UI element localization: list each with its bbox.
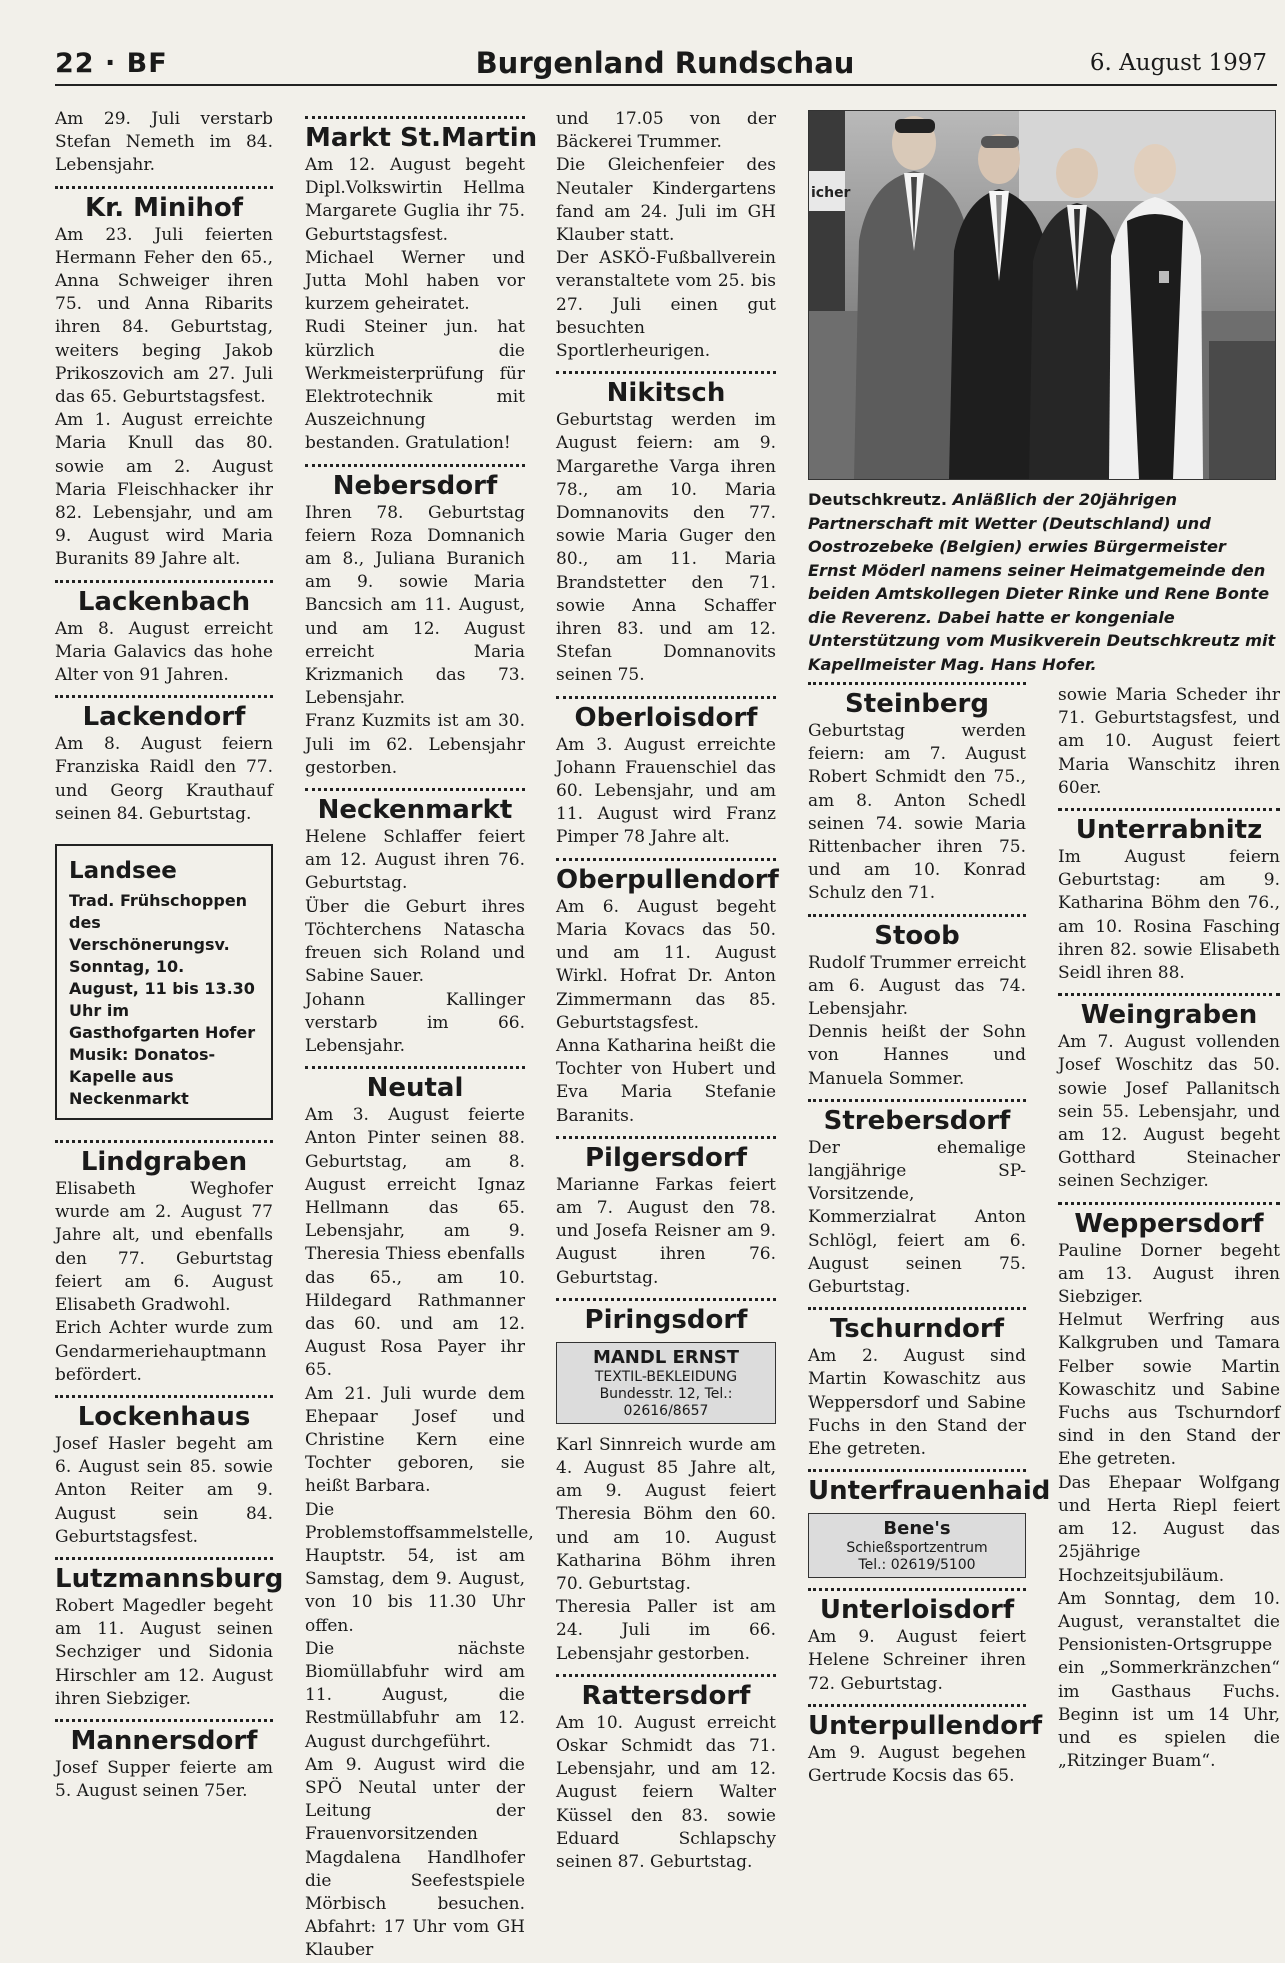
- section-divider: [55, 1140, 273, 1143]
- section-heading: Weppersdorf: [1074, 1208, 1264, 1239]
- section-lackendorf: [55, 695, 273, 826]
- section-heading: Oberpullendorf: [556, 864, 779, 895]
- paragraph: Karl Sinnreich wurde am 4. August 85 Jahre alt, am 9. August feiert Theresia Böhm den 60. und am 10. August Katharina Böhm ihren 70. Geburtstag.: [556, 1434, 776, 1594]
- paragraph: sowie Maria Scheder ihr 71. Geburtstagsfest, und am 10. August feiert Maria Wanschitz ihren 60er.: [1058, 685, 1280, 798]
- ad-name: Bene's: [883, 1518, 951, 1540]
- section-piringsdorf: [556, 1298, 776, 1666]
- section-divider: [808, 1099, 1026, 1102]
- column-4: [808, 674, 1051, 1788]
- paragraph: Erich Achter wurde zum Gendarmeriehauptmann befördert.: [55, 1318, 273, 1385]
- section-pilgersdorf: [556, 1136, 776, 1290]
- section-divider: [808, 914, 1026, 917]
- column-2: [305, 108, 538, 1963]
- paragraph: Dennis heißt der Sohn von Hannes und Manuela Sommer.: [808, 1022, 1026, 1089]
- paragraph: Rudolf Trummer erreicht am 6. August das 74. Lebensjahr.: [808, 952, 1026, 1020]
- section-neutal: [305, 1066, 534, 1963]
- paragraph: Robert Magedler begeht am 11. August seinen Sechziger und Sidonia Hirschler am 12. August ihren Siebziger.: [55, 1595, 273, 1709]
- paragraph: Die Problemstoffsammelstelle, Hauptstr. 54, ist am Samstag, dem 9. August, von 10 bis 11.30 Uhr offen.: [305, 1499, 534, 1636]
- section-divider: [55, 1395, 273, 1398]
- section-lindgraben: [55, 1140, 273, 1387]
- section-mannersdorf: [55, 1719, 273, 1803]
- ad-line-2: Bundesstr. 12, Tel.: 02616/8657: [599, 1385, 733, 1419]
- paragraph: Johann Kallinger verstarb im 66. Lebensjahr.: [305, 989, 525, 1056]
- section-divider: [556, 858, 776, 861]
- section-divider: [55, 695, 273, 698]
- caption-text: Anläßlich der 20jährigen Partnerschaft mit Wetter (Deutschland) und Oostrozebeke (Belgien) erwies Bürgermeister Ernst Möderl namens seiner Heimatgemeinde den beiden Amtskollegen Dieter Rinke und Rene Bonte die Reverenz. Dabei hatte er kongeniale Unterstützung vom Musikverein Deutschkreutz mit Kapellmeister Mag. Hans Hofer.: [808, 490, 1276, 674]
- paragraph: Rudi Steiner jun. hat kürzlich die Werkmeisterprüfung für Elektrotechnik mit Auszeichnung bestanden. Gratulation!: [305, 317, 525, 454]
- paragraph: Geburtstag werden feiern: am 7. August Robert Schmidt den 75., am 8. Anton Schedl seinen 74. sowie Maria Rittenbacher ihren 75. und am 10. Konrad Schulz den 71.: [808, 721, 1026, 904]
- paragraph: Pauline Dorner begeht am 13. August ihren Siebziger.: [1058, 1240, 1280, 1308]
- section-weppersdorf: [1058, 1202, 1280, 1774]
- page-header: [55, 44, 1275, 84]
- paragraph: Am 29. Juli verstarb Stefan Nemeth im 84. Lebensjahr.: [55, 109, 273, 176]
- section-heading: Lackenbach: [77, 586, 251, 617]
- section-heading: Unterloisdorf: [819, 1595, 1015, 1626]
- group-photo: [808, 110, 1276, 480]
- paragraph: Das Ehepaar Wolfgang und Herta Riepl feiert am 12. August das 25jährige Hochzeitsjubiläum.: [1058, 1472, 1280, 1586]
- section-oberpullendorf: [556, 858, 779, 1128]
- paragraph: Elisabeth Weghofer wurde am 2. August 77 Jahre alt, und ebenfalls den 77. Geburtstag feiert am 6. August Elisabeth Gradwohl.: [55, 1179, 273, 1316]
- paragraph: Josef Hasler begeht am 6. August sein 85. sowie Anton Reiter am 9. August sein 84. Geburtstagsfest.: [55, 1433, 273, 1547]
- section-kr-minihof: [55, 186, 273, 572]
- section-divider: [1058, 1202, 1280, 1205]
- paragraph: Am 12. August begeht Dipl.Volkswirtin Hellma Margarete Guglia ihr 75. Geburtstagsfest.: [305, 155, 525, 245]
- paragraph: Franz Kuzmits ist am 30. Juli im 62. Lebensjahr gestorben.: [305, 711, 525, 778]
- paragraph: Der ASKÖ-Fußballverein veranstaltete vom 25. bis 27. Juli einen gut besuchten Sportlerheurigen.: [556, 248, 776, 362]
- paragraph: Der ehemalige langjährige SP-Vorsitzende, Kommerzialrat Anton Schlögl, feiert am 6. August seinen 75. Geburtstag.: [808, 1137, 1026, 1298]
- section-divider: [808, 1469, 1026, 1472]
- section-heading: Lackendorf: [82, 702, 246, 733]
- event-box-line: Sonntag, 10. August, 11 bis 13.30 Uhr im Gasthofgarten Hofer: [69, 957, 256, 1043]
- section-nikitsch: [556, 371, 776, 687]
- paragraph: Am 8. August erreicht Maria Galavics das hohe Alter von 91 Jahren.: [55, 618, 273, 686]
- paragraph: Geburtstag werden im August feiern: am 9. Margarethe Varga ihren 78., am 10. Maria Domnanovits den 77. sowie Maria Guger den 80., am 11. Maria Brandstetter den 71. sowie Anna Schaffer ihren 83. und am 12. Stefan Domnanovits seinen 75.: [556, 410, 776, 686]
- ad-line-1: Schießsportzentrum: [846, 1540, 988, 1557]
- paragraph: Helene Schlaffer feiert am 12. August ihren 76. Geburtstag.: [305, 827, 525, 894]
- header-rule: [55, 84, 1277, 86]
- section-heading: Unterfrauenhaid: [808, 1476, 1051, 1507]
- section-heading: Lutzmannsburg: [55, 1563, 284, 1594]
- event-box-title: Landsee: [69, 858, 177, 885]
- section-heading: Steinberg: [845, 689, 989, 719]
- section-heading: Unterpullendorf: [808, 1710, 1043, 1741]
- section-heading: Kr. Minihof: [84, 192, 244, 223]
- section-divider: [55, 580, 273, 583]
- section-heading: Neckenmarkt: [317, 795, 513, 826]
- section-markt-st-martin: [305, 116, 538, 456]
- section-heading: Neutal: [366, 1073, 464, 1104]
- photo-illustration: [809, 111, 1275, 479]
- section-heading: Weingraben: [1080, 1000, 1258, 1031]
- paragraph: Am 7. August vollenden Josef Woschitz das 50. sowie Josef Pallanitsch sein 55. Lebensjahr, und am 12. August begeht Gotthard Steinacher seinen Sechziger.: [1058, 1032, 1280, 1192]
- section-strebersdorf: [808, 1099, 1026, 1299]
- section-steinberg: [808, 682, 1026, 906]
- section-heading: Piringsdorf: [584, 1304, 748, 1335]
- paragraph: Marianne Farkas feiert am 7. August den 78. und Josefa Reisner am 9. August ihren 76. Geburtstag.: [556, 1174, 776, 1288]
- ad-name: MANDL ERNST: [592, 1346, 740, 1368]
- section-weingraben: [1058, 993, 1280, 1193]
- paragraph: und 17.05 von der Bäckerei Trummer.: [556, 109, 776, 153]
- paragraph: Am Sonntag, dem 10. August, veranstaltet die Pensionisten-Ortsgruppe ein „Sommerkränzchen“ im Gasthaus Fuchs. Beginn ist um 14 Uhr, und es spielen die „Ritzinger Buam“.: [1058, 1588, 1280, 1772]
- section-divider: [808, 1704, 1026, 1707]
- paragraph: Im August feiern Geburtstag: am 9. Katharina Böhm den 76., am 10. Rosina Fasching ihren 82. sowie Elisabeth Seidl ihren 88.: [1058, 847, 1280, 984]
- section-divider: [556, 1674, 776, 1677]
- page-number: 22 · BF: [55, 48, 168, 79]
- paragraph: Am 9. August feiert Helene Schreiner ihren 72. Geburtstag.: [808, 1627, 1026, 1694]
- section-continued: [55, 108, 273, 178]
- section-divider: [55, 1557, 273, 1560]
- section-divider: [556, 371, 776, 374]
- section-heading: Lockenhaus: [77, 1401, 251, 1432]
- section-neckenmarkt: [305, 788, 525, 1058]
- section-divider: [1058, 808, 1280, 811]
- section-rattersdorf: [556, 1674, 776, 1874]
- section-divider: [305, 1066, 525, 1069]
- section-tschurndorf: [808, 1307, 1026, 1461]
- section-heading: Nebersdorf: [332, 470, 498, 501]
- section-divider: [556, 696, 776, 699]
- paragraph: Am 23. Juli feierten Hermann Feher den 65., Anna Schweiger ihren 75. und Anna Ribarits ihren 84. Geburtstag, weiters beging Jakob Prikoszovich am 27. Juli das 65. Geburtstagsfest.: [55, 224, 273, 408]
- section-unterfrauenhaid: [808, 1469, 1051, 1578]
- event-box-line: Trad. Frühschoppen des Verschönerungsv.: [69, 891, 248, 955]
- section-nebersdorf: [305, 464, 525, 780]
- paragraph: Ihren 78. Geburtstag feiern Roza Domnanich am 8., Juliana Buranich am 9. sowie Maria Bancsich am 11. August, und am 12. August erreicht Maria Krizmanich das 73. Lebensjahr.: [305, 502, 525, 709]
- paragraph: Am 3. August feierte Anton Pinter seinen 88. Geburtstag, am 8. August erreicht Ignaz Hellmann das 65. Lebensjahr, am 9. Theresia Thiess ebenfalls das 65., am 10. Hildegard Rathmanner das 60. und am 12. August Rosa Payer ihr 65.: [305, 1105, 525, 1381]
- section-divider: [55, 1719, 273, 1722]
- section-heading: Stoob: [874, 920, 960, 951]
- section-heading: Lindgraben: [80, 1147, 248, 1178]
- ad-line-2: Tel.: 02619/5100: [858, 1557, 976, 1574]
- event-box: [55, 844, 273, 1120]
- paragraph: Am 2. August sind Martin Kowaschitz aus Weppersdorf und Sabine Fuchs in den Stand der Ehe getreten.: [808, 1346, 1026, 1460]
- section-divider: [1058, 993, 1280, 996]
- paragraph: Am 9. August begehen Gertrude Kocsis das 65.: [808, 1742, 1026, 1787]
- photo-sign-text: icher: [811, 185, 851, 201]
- section-continued: [1058, 684, 1280, 800]
- section-oberloisdorf: [556, 696, 776, 850]
- ad-line-1: TEXTIL-BEKLEIDUNG: [594, 1368, 738, 1385]
- paragraph: Am 9. August wird die SPÖ Neutal unter der Leitung der Frauenvorsitzenden Magdalena Handlhofer die Seefestspiele Mörbisch besuchen. Abfahrt: 17 Uhr vom GH Klauber: [305, 1754, 525, 1961]
- paragraph: Die Gleichenfeier des Neutaler Kindergartens fand am 24. Juli im GH Klauber statt.: [556, 155, 776, 246]
- paragraph: Am 8. August feiern Franziska Raidl den 77. und Georg Krauthauf seinen 84. Geburtstag.: [55, 734, 273, 824]
- section-heading: Unterrabnitz: [1075, 815, 1263, 846]
- paragraph: Am 1. August erreichte Maria Knull das 80. sowie am 2. August Maria Fleischhacker ihr 82. Lebensjahr, und am 9. August wird Maria Buranits 89 Jahre alt.: [55, 410, 273, 570]
- section-unterpullendorf: [808, 1704, 1043, 1788]
- section-unterrabnitz: [1058, 808, 1280, 985]
- section-heading: Rattersdorf: [581, 1680, 751, 1711]
- paragraph: Am 3. August erreichte Johann Frauenschiel das 60. Lebensjahr, und am 11. August wird Franz Pimper 78 Jahre alt.: [556, 734, 776, 848]
- paragraph: Die nächste Biomüllabfuhr wird am 11. August, die Restmüllabfuhr am 12. August durchgeführt.: [305, 1638, 525, 1752]
- paragraph: Am 6. August begeht Maria Kovacs das 50. und am 11. August Wirkl. Hofrat Dr. Anton Zimmermann das 85. Geburtstagsfest.: [556, 896, 776, 1033]
- section-heading: Mannersdorf: [70, 1725, 258, 1756]
- caption-place: Deutschkreutz.: [808, 490, 947, 509]
- section-divider: [808, 682, 1026, 685]
- paragraph: Anna Katharina heißt die Tochter von Hubert und Eva Maria Stefanie Baranits.: [556, 1035, 776, 1126]
- section-stoob: [808, 914, 1026, 1091]
- event-box-line: Musik: Donatos-Kapelle aus Neckenmarkt: [69, 1045, 216, 1109]
- issue-date: 6. August 1997: [1089, 50, 1267, 76]
- advertisement: [556, 1342, 776, 1424]
- section-divider: [808, 1307, 1026, 1310]
- paragraph: Am 10. August erreicht Oskar Schmidt das 71. Lebensjahr, und am 12. August feiern Walter Küssel den 83. sowie Eduard Schlapschy seinen 87. Geburtstag.: [556, 1712, 776, 1872]
- newspaper-title: Burgenland Rundschau: [475, 46, 855, 80]
- section-heading: Markt St.Martin: [305, 123, 538, 153]
- paragraph: Über die Geburt ihres Töchterchens Natascha freuen sich Roland und Sabine Sauer.: [305, 896, 525, 987]
- paragraph: Am 21. Juli wurde dem Ehepaar Josef und Christine Kern eine Tochter geboren, sie heißt Barbara.: [305, 1383, 525, 1497]
- section-lackenbach: [55, 580, 273, 688]
- section-heading: Tschurndorf: [829, 1314, 1005, 1345]
- section-lockenhaus: [55, 1395, 273, 1549]
- section-divider: [55, 186, 273, 189]
- section-continued: [556, 108, 776, 363]
- photo-caption: [808, 488, 1278, 676]
- section-divider: [305, 116, 525, 119]
- paragraph: Helmut Werfring aus Kalkgruben und Tamara Felber sowie Martin Kowaschitz und Sabine Fuchs aus Tschurndorf sind in den Stand der Ehe getreten.: [1058, 1310, 1280, 1470]
- column-5: [1058, 684, 1280, 1773]
- paragraph: Theresia Paller ist am 24. Juli im 66. Lebensjahr gestorben.: [556, 1597, 776, 1664]
- paragraph: Josef Supper feierte am 5. August seinen 75er.: [55, 1757, 273, 1802]
- section-divider: [556, 1298, 776, 1301]
- section-heading: Strebersdorf: [823, 1105, 1011, 1136]
- section-divider: [305, 788, 525, 791]
- section-heading: Nikitsch: [606, 378, 726, 409]
- column-3: [556, 108, 779, 1874]
- section-heading: Pilgersdorf: [584, 1142, 748, 1173]
- section-divider: [556, 1136, 776, 1139]
- section-unterloisdorf: [808, 1588, 1026, 1696]
- paragraph: Michael Werner und Jutta Mohl haben vor kurzem geheiratet.: [305, 247, 525, 315]
- advertisement: [808, 1513, 1026, 1578]
- section-lutzmannsburg: [55, 1557, 284, 1711]
- section-divider: [808, 1588, 1026, 1591]
- section-divider: [305, 464, 525, 467]
- section-heading: Oberloisdorf: [574, 702, 758, 733]
- column-1: [55, 108, 284, 1803]
